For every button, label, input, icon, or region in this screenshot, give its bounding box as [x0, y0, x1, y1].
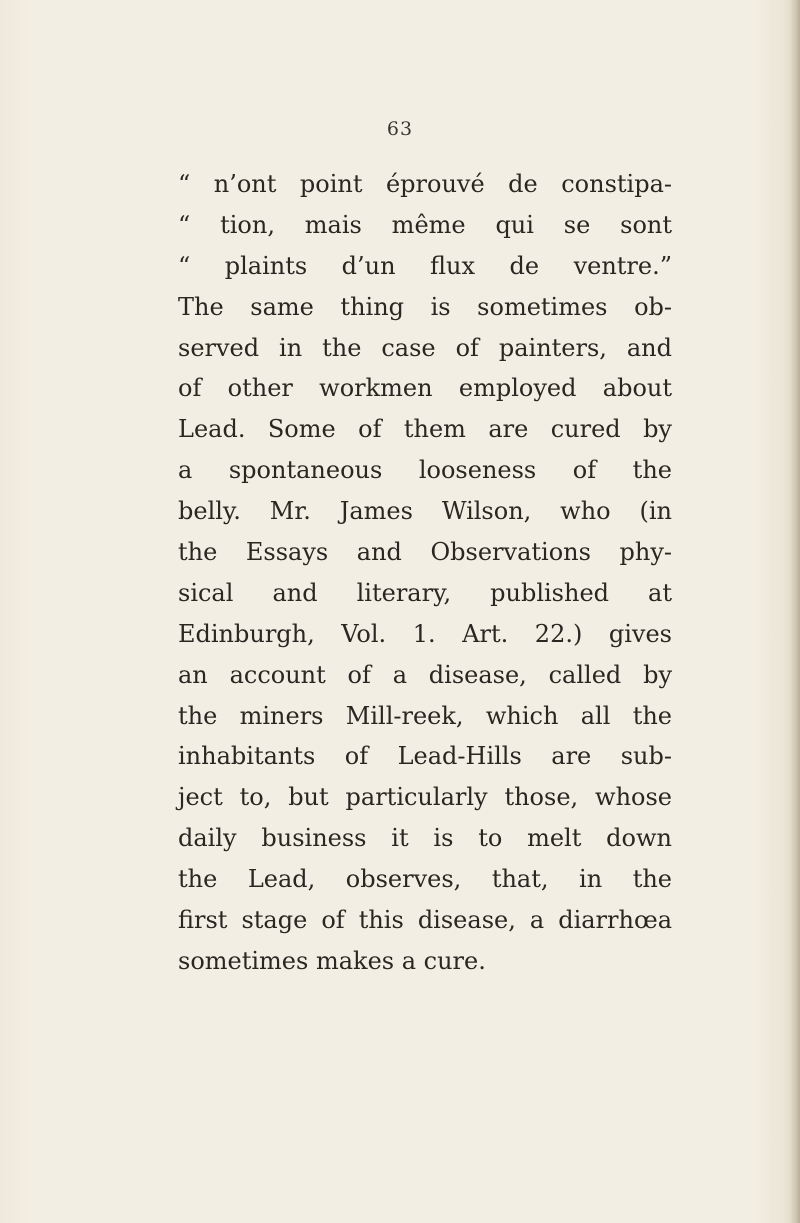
text-line: the Lead, observes, that, in the — [178, 865, 672, 894]
body-text — [178, 164, 672, 982]
text-line: inhabitants of Lead-Hills are sub- — [178, 742, 672, 771]
page-edge-shadow — [790, 0, 800, 1223]
text-line-last: sometimes makes a cure. — [178, 946, 486, 975]
text-line: the Essays and Observations phy- — [178, 538, 672, 567]
text-line: ject to, but particularly those, whose — [178, 783, 672, 812]
text-line: a spontaneous looseness of the — [178, 456, 672, 485]
text-line: an account of a disease, called by — [178, 660, 672, 689]
text-line: “ tion, mais même qui se sont — [178, 210, 672, 239]
text-line: the miners Mill-reek, which all the — [178, 701, 672, 730]
text-line: daily business it is to melt down — [178, 824, 672, 853]
text-line: of other workmen employed about — [178, 374, 672, 403]
page-number: 63 — [386, 118, 414, 140]
text-line: served in the case of painters, and — [178, 333, 672, 362]
text-line: Lead. Some of them are cured by — [178, 415, 672, 444]
text-line: “ plaints d’un flux de ventre.” — [178, 251, 672, 280]
text-line: sical and literary, published at — [178, 578, 672, 607]
text-line: belly. Mr. James Wilson, who (in — [178, 497, 672, 526]
text-line: first stage of this disease, a diarrhœa — [178, 906, 672, 935]
text-line: The same thing is sometimes ob- — [178, 292, 672, 321]
text-line: “ n’ont point éprouvé de constipa- — [178, 170, 672, 198]
text-line: Edinburgh, Vol. 1. Art. 22.) gives — [178, 619, 672, 648]
